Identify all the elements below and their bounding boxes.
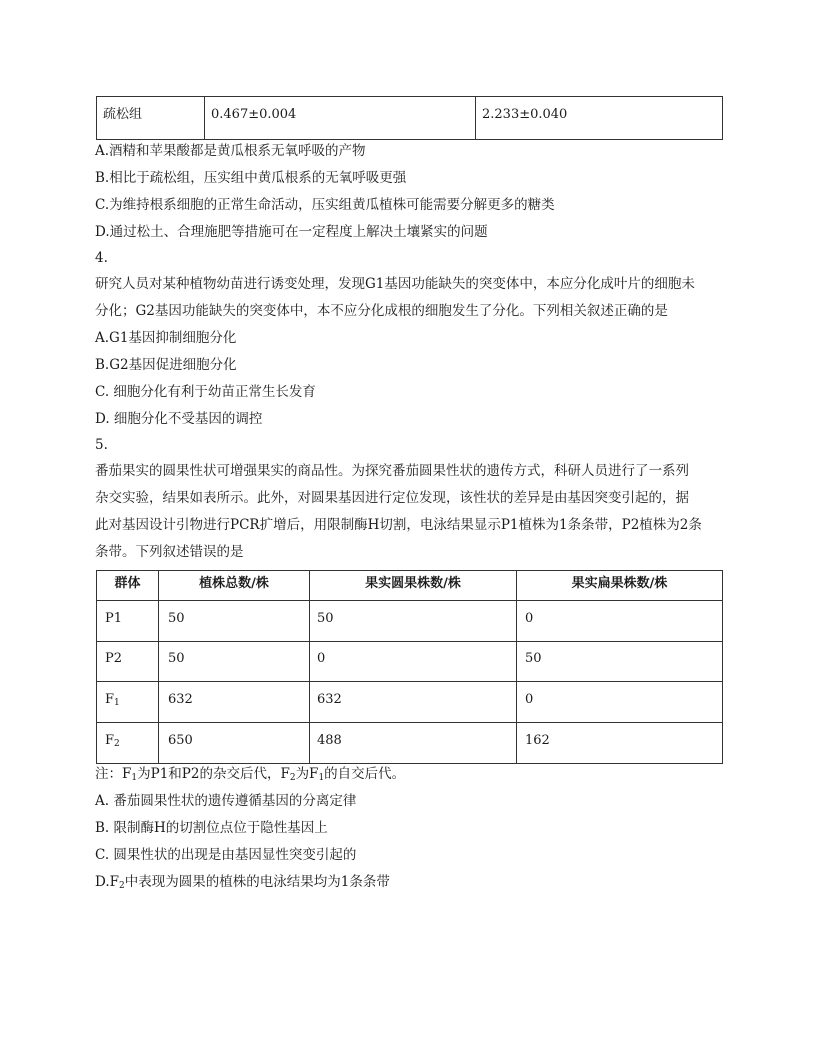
table-header-group: 群体 <box>114 576 141 591</box>
table-cell-total: 632 <box>168 692 193 707</box>
q5-stem-line-4: 条带。下列叙述错误的是 <box>95 544 244 560</box>
table-header-total: 植株总数/株 <box>199 576 269 591</box>
table-row-group: $F_1$ <box>105 692 120 708</box>
table-col-divider <box>516 571 517 763</box>
table-cell-value-1: 0.467±0.004 <box>211 107 297 122</box>
table-cell-total: 650 <box>168 733 193 748</box>
table-cell-round: 50 <box>317 611 334 626</box>
q3-option-b: B.相比于疏松组，压实组中黄瓜根系的无氧呼吸更强 <box>95 170 407 186</box>
q4-number: 4. <box>95 250 108 266</box>
table-cell-flat: 0 <box>525 692 534 707</box>
table-col-divider <box>158 571 159 763</box>
table-cell-round: 0 <box>317 651 326 666</box>
q4-stem-line-2: 分化；G2基因功能缺失的突变体中，本不应分化成根的细胞发生了分化。下列相关叙述正确的是 <box>95 303 668 319</box>
table-note: 注：$F_1$为P1和P2的杂交后代，$F_2$为$F_1$的自交后代。 <box>95 766 406 783</box>
table-row-divider <box>97 641 722 642</box>
table-cell-value-2: 2.233±0.040 <box>482 107 568 122</box>
table-cell-flat: 50 <box>525 651 542 666</box>
cross-results-table <box>96 570 723 764</box>
table-row-divider <box>97 681 722 682</box>
table-col-divider <box>309 571 310 763</box>
q4-option-d: D. 细胞分化不受基因的调控 <box>95 411 263 427</box>
table-header-round: 果实圆果株数/株 <box>365 576 461 591</box>
table-cell-flat: 0 <box>525 611 534 626</box>
q3-option-a: A.酒精和苹果酸都是黄瓜根系无氧呼吸的产物 <box>95 143 366 159</box>
table-cell-flat: 162 <box>525 733 550 748</box>
previous-table-last-row <box>96 96 723 140</box>
q4-option-a: A.G1基因抑制细胞分化 <box>95 330 237 346</box>
q4-option-b: B.G2基因促进细胞分化 <box>95 357 237 373</box>
table-row-group: P2 <box>105 651 123 666</box>
q5-number: 5. <box>95 437 108 453</box>
table-header-flat: 果实扁果株数/株 <box>571 576 668 591</box>
q5-option-c: C. 圆果性状的出现是由基因显性突变引起的 <box>95 847 357 863</box>
q4-option-c: C. 细胞分化有利于幼苗正常生长发育 <box>95 384 316 400</box>
q5-stem-line-1: 番茄果实的圆果性状可增强果实的商品性。为探究番茄圆果性状的遗传方式，科研人员进行了一系列 <box>95 463 689 479</box>
table-cell-group: 疏松组 <box>103 107 143 122</box>
table-row-divider <box>97 600 722 601</box>
table-row-divider <box>97 722 722 723</box>
table-row-group: $F_2$ <box>105 733 120 749</box>
q5-option-b: B. 限制酶H的切割位点位于隐性基因上 <box>95 820 328 836</box>
table-cell-round: 488 <box>317 733 342 748</box>
q3-option-c: C.为维持根系细胞的正常生命活动，压实组黄瓜植株可能需要分解更多的糖类 <box>95 197 555 213</box>
q4-stem-line-1: 研究人员对某种植物幼苗进行诱变处理，发现G1基因功能缺失的突变体中，本应分化成叶片的细胞未 <box>95 276 695 292</box>
q3-option-d: D.通过松土、合理施肥等措施可在一定程度上解决土壤紧实的问题 <box>95 224 488 240</box>
table-row-group: P1 <box>105 611 123 626</box>
q5-stem-line-2: 杂交实验，结果如表所示。此外，对圆果基因进行定位发现，该性状的差异是由基因突变引起的，据 <box>95 490 689 506</box>
table-cell-round: 632 <box>317 692 342 707</box>
q5-option-a: A. 番茄圆果性状的遗传遵循基因的分离定律 <box>95 793 357 809</box>
q5-option-d: $D.F_2$中表现为圆果的植株的电泳结果均为1条条带 <box>95 874 390 891</box>
q5-stem-line-3: 此对基因设计引物进行PCR扩增后，用限制酶H切割，电泳结果显示P1植株为1条条带，P2植株为2条 <box>95 517 702 533</box>
table-cell-total: 50 <box>168 651 185 666</box>
table-cell-total: 50 <box>168 611 185 626</box>
